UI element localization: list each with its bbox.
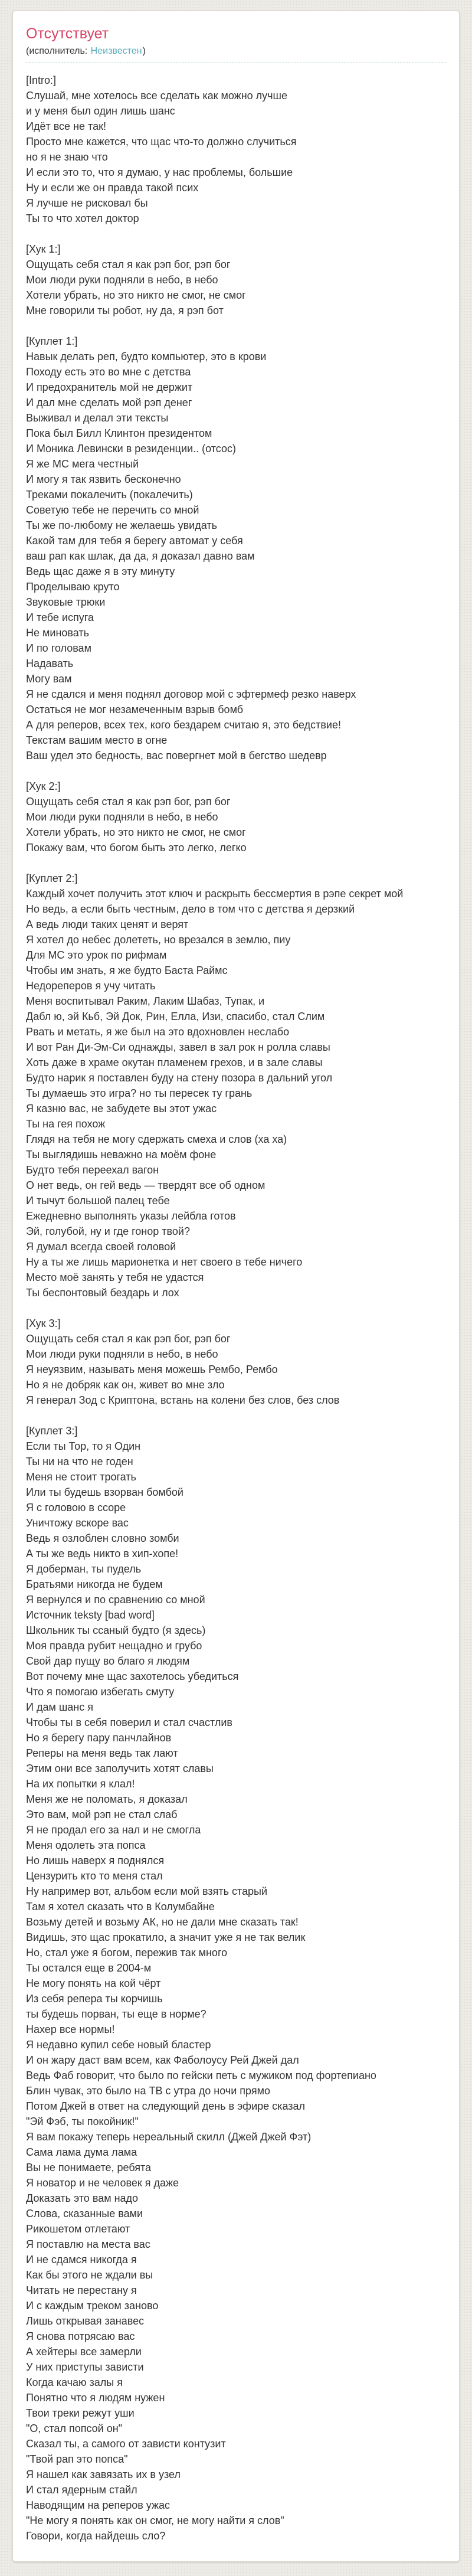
lyric-line: Я казню вас, не забудете вы этот ужас xyxy=(26,1102,217,1114)
lyric-line: ты будешь порван, ты еще в норме? xyxy=(26,2008,206,2020)
lyric-line: Советую тебе не перечить со мной xyxy=(26,504,199,516)
lyric-line: Текстам вашим место в огне xyxy=(26,734,168,746)
lyrics-card xyxy=(12,11,460,2562)
lyric-line: И стал ядерным стайл xyxy=(26,2483,137,2496)
lyric-line: И с каждым треком заново xyxy=(26,2299,159,2312)
lyric-line: но я не знаю что xyxy=(26,151,108,163)
lyrics-section xyxy=(26,871,446,1300)
lyric-line: Пока был Билл Клинтон президентом xyxy=(26,427,212,439)
lyric-section-header: [Хук 2:] xyxy=(26,780,61,792)
lyric-line: Лишь открывая занавес xyxy=(26,2315,145,2327)
lyric-line: Ощущать себя стал я как рэп бог, рэп бог xyxy=(26,258,231,270)
lyric-line: И Моника Левински в резиденции.. (отсос) xyxy=(26,442,236,455)
lyric-line: ваш рап как шлак, да да, я доказал давно вам xyxy=(26,550,255,562)
lyric-line: Меня же не поломать, я доказал xyxy=(26,1793,188,1805)
lyric-line: Слова, сказанные вами xyxy=(26,2207,143,2219)
lyric-line: Потом Джей в ответ на следующий день в эфире сказал xyxy=(26,2100,306,2112)
lyric-line: Понятно что я людям нужен xyxy=(26,2391,165,2404)
lyric-line: Ощущать себя стал я как рэп бог, рэп бог xyxy=(26,795,231,808)
lyric-line: Сама лама дума лама xyxy=(26,2146,137,2158)
lyric-line: Я поставлю на места вас xyxy=(26,2238,150,2250)
lyrics-section xyxy=(26,779,446,855)
lyric-line: Я не продал его за нал и не смогла xyxy=(26,1823,201,1836)
lyric-line: Этим они все заполучить хотят славы xyxy=(26,1762,214,1774)
lyric-line: Я вам покажу теперь нереальный скилл (Джей Джей Фэт) xyxy=(26,2130,312,2143)
lyric-line: Но я берегу пару панчлайнов xyxy=(26,1731,172,1744)
lyric-line: Ты беспонтовый бездарь и лох xyxy=(26,1286,179,1299)
lyric-line: Сказал ты, а самого от зависти контузит xyxy=(26,2437,226,2450)
lyric-line: Ты остался еще в 2004-м xyxy=(26,1962,152,1974)
lyric-line: Школьник ты ссаный будто (я здесь) xyxy=(26,1624,206,1636)
lyric-line: Если ты Тор, то я Один xyxy=(26,1440,141,1452)
lyric-line: Навык делать реп, будто компьютер, это в крови xyxy=(26,350,267,362)
lyric-line: У них приступы зависти xyxy=(26,2361,144,2373)
lyric-line: И если это то, что я думаю, у нас проблемы, большие xyxy=(26,166,293,178)
lyric-line: "О, стал попсой он" xyxy=(26,2422,123,2434)
lyric-line: Я генерал Зод с Криптона, встань на колени без слов, без слов xyxy=(26,1394,340,1406)
artist-link[interactable]: Неизвестен xyxy=(90,45,142,56)
lyric-line: Я думал всегда своей головой xyxy=(26,1240,176,1253)
lyric-section-header: [Куплет 2:] xyxy=(26,872,78,884)
lyric-line: Мне говорили ты робот, ну да, я рэп бот xyxy=(26,304,224,316)
lyric-line: Мои люди руки подняли в небо, в небо xyxy=(26,273,218,286)
lyric-line: "Эй Фэб, ты покойник!" xyxy=(26,2115,139,2127)
lyric-line: Возьму детей и возьму АК, но не дали мне сказать так! xyxy=(26,1915,299,1928)
lyric-line: Как бы этого не ждали вы xyxy=(26,2268,153,2281)
lyric-line: А для реперов, всех тех, кого бездарем считаю я, это бедствие! xyxy=(26,718,341,731)
lyric-line: Хотели убрать, но это никто не смог, не смог xyxy=(26,289,246,301)
lyric-line: Твои треки режут уши xyxy=(26,2407,135,2419)
lyric-line: Просто мне кажется, что щас что-то должно случиться xyxy=(26,135,297,148)
lyric-section-header: [Intro:] xyxy=(26,74,57,86)
lyric-line: Ну и если же он правда такой псих xyxy=(26,181,199,194)
lyric-line: Ты ни на что не годен xyxy=(26,1455,133,1467)
lyric-line: Недореперов я учу читать xyxy=(26,979,156,992)
lyric-line: Я хотел до небес долететь, но врезался в землю, пиу xyxy=(26,933,291,946)
lyric-line: Нахер все нормы! xyxy=(26,2023,115,2035)
lyric-line: Остаться не мог незамеченным взрыв бомб xyxy=(26,703,244,715)
lyric-line: Будто тебя переехал вагон xyxy=(26,1163,159,1176)
lyric-line: Мои люди руки подняли в небо, в небо xyxy=(26,1348,218,1360)
lyric-line: Глядя на тебя не могу сдержать смеха и слов (ха ха) xyxy=(26,1133,287,1145)
lyric-line: Ты выглядишь неважно на моём фоне xyxy=(26,1148,217,1160)
lyric-line: Ведь Фаб говорит, что было по гейски петь с мужиком под фортепиано xyxy=(26,2069,376,2081)
artist-label-prefix: (исполнитель: xyxy=(26,45,88,56)
lyric-line: "Не могу я понять как он смог, не могу найти я слов" xyxy=(26,2514,284,2526)
lyric-line: Это вам, мой рэп не стал слаб xyxy=(26,1808,178,1820)
lyric-line: Будто нарик я поставлен буду на стену позора в дальний угол xyxy=(26,1071,333,1084)
lyric-line: Блин чувак, это было на ТВ с утра до ночи прямо xyxy=(26,2084,270,2097)
lyrics-section xyxy=(26,1316,446,1408)
lyric-line: Ведь щас даже я в эту минуту xyxy=(26,565,175,577)
lyric-line: Но ведь, а если быть честным, дело в том что с детства я дерзкий xyxy=(26,903,355,915)
lyric-line: Слушай, мне хотелось все сделать как можно лучше xyxy=(26,89,287,102)
lyric-line: Когда качаю залы я xyxy=(26,2376,123,2388)
lyric-line: И вот Ран Ди-Эм-Си однажды, завел в зал рок н ролла славы xyxy=(26,1041,330,1053)
lyric-line: и у меня был один лишь шанс xyxy=(26,104,175,117)
lyrics-text xyxy=(26,73,446,2544)
lyric-line: Свой дар пущу во благо я людям xyxy=(26,1655,190,1667)
lyric-line: Не миновать xyxy=(26,626,89,639)
lyric-line: Из себя репера ты корчишь xyxy=(26,1992,163,2005)
lyric-line: Я вернулся и по сравнению со мной xyxy=(26,1593,205,1606)
lyric-line: Ежедневно выполнять указы лейбла готов xyxy=(26,1209,236,1222)
lyric-line: Вы не понимаете, ребята xyxy=(26,2161,152,2173)
lyric-line: Каждый хочет получить этот ключ и раскрыть бессмертия в рэпе секрет мой xyxy=(26,887,404,900)
lyric-line: О нет ведь, он гей ведь — твердят все об одном xyxy=(26,1179,266,1191)
lyric-line: Вот почему мне щас захотелось убедиться xyxy=(26,1670,239,1682)
lyric-line: Ваш удел это бедность, вас повергнет мой в бегство шедевр xyxy=(26,749,327,761)
lyric-section-header: [Куплет 1:] xyxy=(26,335,78,347)
lyric-line: Звуковые трюки xyxy=(26,596,106,608)
lyric-line: Моя правда рубит нещадно и грубо xyxy=(26,1639,202,1652)
lyric-section-header: [Хук 3:] xyxy=(26,1317,61,1329)
artist-label-suffix: ) xyxy=(142,45,146,56)
lyric-line: Рикошетом отлетают xyxy=(26,2222,130,2235)
lyric-line: Наводящим на реперов ужас xyxy=(26,2499,171,2511)
lyric-line: А хейтеры все замерли xyxy=(26,2345,142,2358)
lyric-line: Могу вам xyxy=(26,672,72,685)
lyric-line: Цензурить кто то меня стал xyxy=(26,1869,163,1882)
lyric-line: Я не сдался и меня поднял договор мой с эфтермеф резко наверх xyxy=(26,688,356,700)
lyric-line: И по головам xyxy=(26,642,91,654)
lyric-line: Но лишь наверх я поднялся xyxy=(26,1854,165,1866)
lyric-line: Я снова потрясаю вас xyxy=(26,2330,135,2342)
lyric-line: Или ты будешь взорван бомбой xyxy=(26,1486,183,1498)
artist-row xyxy=(26,46,446,63)
lyric-line: Видишь, это щас прокатило, а значит уже я не так велик xyxy=(26,1931,306,1943)
lyric-line: Хоть даже в храме окутан пламенем грехов, и в зале славы xyxy=(26,1056,323,1068)
lyric-line: И не сдамся никогда я xyxy=(26,2253,137,2266)
lyric-line: Там я хотел сказать что в Колумбайне xyxy=(26,1900,215,1913)
lyric-line: Меня воспитывал Раким, Лаким Шабаз, Тупак, и xyxy=(26,995,265,1007)
lyric-line: Я доберман, ты пудель xyxy=(26,1562,142,1575)
lyric-line: Идёт все не так! xyxy=(26,120,106,132)
lyric-section-header: [Куплет 3:] xyxy=(26,1424,78,1437)
lyric-line: Меня не стоит трогать xyxy=(26,1470,136,1483)
lyric-line: Дабл ю, эй Кьб, Эй Док, Рин, Елла, Изи, спасибо, стал Слим xyxy=(26,1010,325,1022)
lyrics-section xyxy=(26,334,446,763)
lyric-line: Для МС это урок по рифмам xyxy=(26,949,167,961)
lyric-line: Походу есть это во мне с детства xyxy=(26,365,191,378)
lyric-line: Ты то что хотел доктор xyxy=(26,212,139,224)
lyric-line: Хотели убрать, но это никто не смог, не смог xyxy=(26,826,246,838)
lyric-line: Читать не перестану я xyxy=(26,2284,137,2296)
lyric-line: Ты думаешь это игра? но ты пересек ту грань xyxy=(26,1087,253,1099)
song-title: Отсутствует xyxy=(26,25,109,42)
lyric-line: И дал мне сделать мой рэп денег xyxy=(26,396,192,408)
lyric-line: Уничтожу вскоре вас xyxy=(26,1516,129,1529)
lyric-line: Рвать и метать, я же был на это вдохновлен неслабо xyxy=(26,1025,290,1038)
lyric-line: Я же МС мега честный xyxy=(26,457,139,470)
lyric-line: Ведь я озлоблен словно зомби xyxy=(26,1532,179,1544)
lyric-line: Эй, голубой, ну и где гонор твой? xyxy=(26,1225,190,1237)
lyric-line: Я новатор и не человек я даже xyxy=(26,2176,179,2189)
lyric-line: Я недавно купил себе новый бластер xyxy=(26,2038,211,2051)
lyric-line: Но, стал уже я богом, пережив так много xyxy=(26,1946,228,1959)
lyric-line: Ощущать себя стал я как рэп бог, рэп бог xyxy=(26,1332,231,1345)
lyric-line: Говори, когда найдешь сло? xyxy=(26,2529,166,2542)
lyric-line: И он жару даст вам всем, как Фаболоусу Рей Джей дал xyxy=(26,2054,299,2066)
lyric-line: "Твой рап это попса" xyxy=(26,2453,128,2465)
lyrics-section xyxy=(26,1423,446,2544)
lyric-line: Место моё занять у тебя не удастся xyxy=(26,1271,204,1283)
lyric-line: Ну а ты же лишь марионетка и нет своего в тебе ничего xyxy=(26,1256,303,1268)
lyrics-section xyxy=(26,73,446,226)
lyric-line: Источник teksty [bad word] xyxy=(26,1609,155,1621)
lyric-line: Какой там для тебя я берегу автомат у себя xyxy=(26,534,243,547)
lyric-section-header: [Хук 1:] xyxy=(26,243,61,255)
lyric-line: Чтобы им знать, я же будто Баста Раймс xyxy=(26,964,228,976)
lyric-line: И дам шанс я xyxy=(26,1701,93,1713)
lyric-line: Я нашел как завязать их в узел xyxy=(26,2468,181,2480)
lyric-line: Меня одолеть эта попса xyxy=(26,1839,146,1851)
lyric-line: Надавать xyxy=(26,657,74,669)
lyric-line: Треками покалечить (покалечить) xyxy=(26,488,193,501)
lyric-line: Проделываю круто xyxy=(26,580,120,593)
lyric-line: А ты же ведь никто в хип-хопе! xyxy=(26,1547,179,1560)
lyric-line: Покажу вам, что богом быть это легко, легко xyxy=(26,841,247,854)
lyric-line: Я с головою в ссоре xyxy=(26,1501,126,1513)
lyric-line: И предохранитель мой не держит xyxy=(26,381,193,393)
lyric-line: Не могу понять на кой чёрт xyxy=(26,1977,161,1989)
lyric-line: Мои люди руки подняли в небо, в небо xyxy=(26,810,218,823)
lyric-line: И тычут большой палец тебе xyxy=(26,1194,170,1207)
lyric-line: Доказать это вам надо xyxy=(26,2192,139,2204)
lyric-line: На их попытки я клал! xyxy=(26,1777,135,1790)
lyric-line: Ты же по-любому не желаешь увидать xyxy=(26,519,217,531)
lyric-line: Я лучше не рисковал бы xyxy=(26,197,148,209)
lyric-line: Реперы на меня ведь так лают xyxy=(26,1747,178,1759)
lyric-line: И тебе испуга xyxy=(26,611,94,623)
lyric-line: Выживал и делал эти тексты xyxy=(26,411,169,424)
lyrics-section xyxy=(26,241,446,318)
lyric-line: Чтобы ты в себя поверил и стал счастлив xyxy=(26,1716,232,1728)
lyric-line: Что я помогаю избегать смуту xyxy=(26,1685,175,1698)
lyric-line: Я неуязвим, называть меня можешь Рембо, Рембо xyxy=(26,1363,278,1375)
lyric-line: И могу я так язвить бесконечно xyxy=(26,473,181,485)
lyric-line: Братьями никогда не будем xyxy=(26,1578,163,1590)
lyric-line: А ведь люди таких ценят и верят xyxy=(26,918,189,930)
lyric-line: Но я не добряк как он, живет во мне зло xyxy=(26,1378,225,1391)
lyric-line: Ну например вот, альбом если мой взять старый xyxy=(26,1885,268,1897)
lyric-line: Ты на гея похож xyxy=(26,1117,106,1130)
